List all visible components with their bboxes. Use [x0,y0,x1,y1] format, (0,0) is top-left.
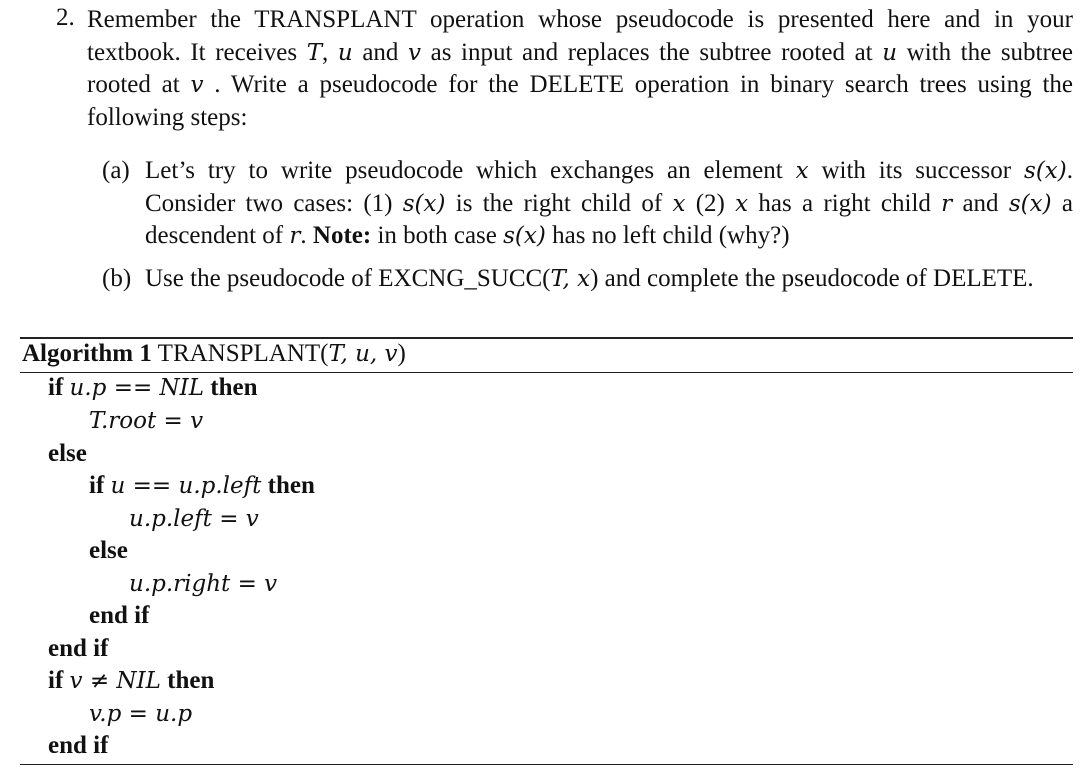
algorithm-line: u.p.left = v [129,506,259,532]
algorithm-line: if u.p == NIL then [48,374,258,401]
sub-question-text: Use the pseudocode of EXCNG_SUCC(T, x) and complete the pseudocode of DELETE. [145,265,1034,292]
algorithm-bottom-rule [20,764,1073,765]
math-v: v [190,72,204,98]
question-intro: Remember the TRANSPLANT operation whose pseudocode is presented here and in your textbook. It receives T, u and v as input and replaces the subtree rooted at u with the subtree rooted at v . Write a pseudocode for the DELETE operation in binary search trees using the following steps: [87,6,1074,131]
algorithm-line: end if [89,602,150,629]
sub-question-label: (a) [102,157,130,184]
sub-question-label: (b) [102,265,132,292]
math-T: T [306,39,323,66]
math-v: v [408,39,422,66]
algorithm-line: v.p = u.p [89,701,193,727]
algorithm-name: TRANSPLANT( [157,340,329,367]
note-label: Note: [312,222,372,249]
algorithm-line: T.root = v [89,408,204,434]
algorithm-line: if u == u.p.left then [89,472,315,499]
algorithm-label: Algorithm 1 [22,340,152,367]
math-u: u [337,39,353,66]
sub-question-text: Let’s try to write pseudocode which exchanges an element x with its successor s(x). Consider two cases: (1) s(x) is the right child of x (2) x has a right child r and s(x) a descendent of r. Note: in both case s(x) has no left child (why?) [145,157,1073,249]
algorithm-line: else [89,537,128,564]
algorithm-caption: Algorithm 1 TRANSPLANT(T, u, v) [22,340,406,367]
algorithm-line: end if [48,635,109,662]
algorithm-args: T, u, v [328,341,398,367]
algorithm-line: if v ≠ NIL then [48,667,215,694]
algorithm-line: else [48,440,87,467]
math-u: u [882,39,898,66]
algorithm-line: end if [48,732,109,759]
question-number: 2. [56,4,75,31]
algorithm-line: u.p.right = v [129,571,278,597]
